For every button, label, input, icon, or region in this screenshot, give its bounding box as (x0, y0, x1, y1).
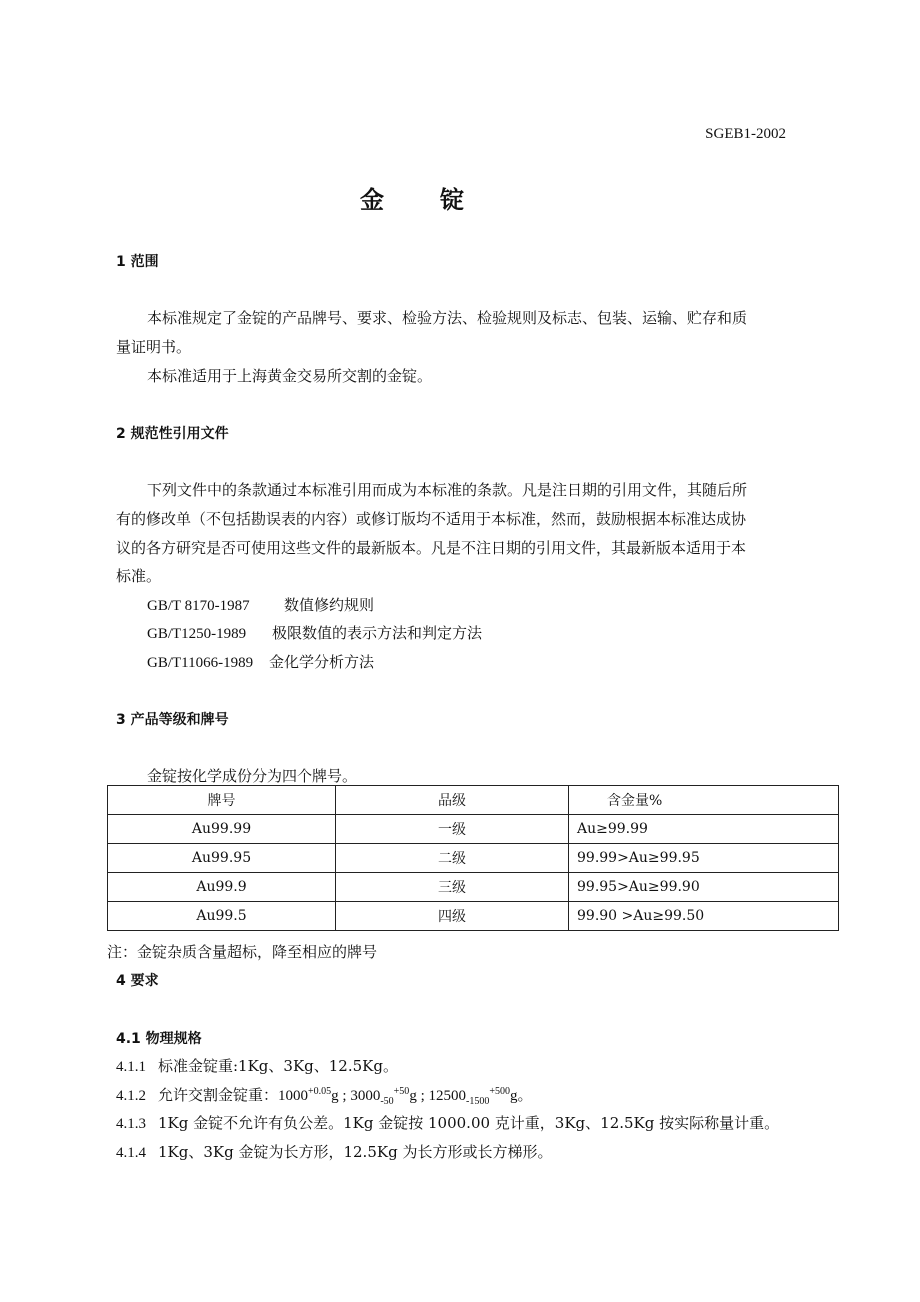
reference-title: 数值修约规则 (284, 596, 375, 614)
weight-12500: 12500 (428, 1088, 466, 1104)
spec-item (116, 1112, 779, 1133)
spec-item (116, 1055, 398, 1076)
separator: ; (338, 1088, 351, 1104)
section-2-heading: 2 规范性引用文件 (116, 426, 229, 442)
table-header-row (108, 786, 839, 815)
table-cell: Au99.5 (108, 902, 336, 931)
section-4-heading: 4 要求 (116, 973, 159, 989)
table-cell: 99.90 >Au≥99.50 (569, 902, 839, 931)
spec-text: 1Kg 金锭不允许有负公差。1Kg 金锭按 1000.00 克计重，3Kg、12.5Kg 按实际称量计重。 (158, 1114, 780, 1132)
section-2-line-3: 议的各方研究是否可使用这些文件的最新版本。凡是不注日期的引用文件，其最新版本适用于本 (116, 539, 747, 557)
table-note: 注：金锭杂质含量超标，降至相应的牌号 (107, 943, 378, 961)
title-char-2: 锭 (440, 185, 464, 214)
upper-tolerance: +0.05 (308, 1086, 332, 1097)
table-cell: Au99.99 (108, 815, 336, 844)
table-cell: 二级 (336, 844, 569, 873)
table-cell: Au99.9 (108, 873, 336, 902)
section-2-line-4: 标准。 (116, 567, 162, 585)
unit: g (331, 1088, 339, 1104)
table-row (108, 873, 839, 902)
spec-item (116, 1141, 552, 1162)
table-cell: 一级 (336, 815, 569, 844)
upper-tolerance: +50 (393, 1086, 410, 1097)
table-header-cell: 品级 (336, 786, 569, 815)
section-1-line-3: 本标准适用于上海黄金交易所交割的金锭。 (147, 367, 433, 385)
reference-item (147, 651, 374, 672)
weight-tolerances (278, 1086, 533, 1107)
table-cell: 三级 (336, 873, 569, 902)
reference-title: 金化学分析方法 (269, 653, 375, 671)
table-header-cell: 牌号 (108, 786, 336, 815)
grade-table (107, 785, 839, 931)
reference-item (147, 594, 374, 615)
reference-code: GB/T1250-1989 (147, 626, 247, 642)
document-number: SGEB1-2002 (705, 126, 786, 142)
table-cell: Au99.95 (108, 844, 336, 873)
lower-tolerance: -50 (380, 1096, 394, 1107)
spec-number: 4.1.1 (116, 1059, 146, 1075)
section-2-line-1: 下列文件中的条款通过本标准引用而成为本标准的条款。凡是注日期的引用文件，其随后所 (147, 481, 748, 499)
spec-number: 4.1.4 (116, 1145, 146, 1161)
spec-text: 标准金锭重:1Kg、3Kg、12.5Kg。 (158, 1057, 398, 1075)
spec-number: 4.1.3 (116, 1116, 146, 1132)
reference-item (147, 622, 482, 643)
table-cell: 99.99>Au≥99.95 (569, 844, 839, 873)
section-1-line-1: 本标准规定了金锭的产品牌号、要求、检验方法、检验规则及标志、包装、运输、贮存和质 (147, 309, 748, 327)
spec-text: 允许交割金锭重： (158, 1086, 279, 1104)
upper-tolerance: +500 (489, 1086, 510, 1097)
weight-3000: 3000 (350, 1088, 381, 1104)
table-header-cell: 含金量% (569, 786, 839, 815)
section-3-intro: 金锭按化学成份分为四个牌号。 (147, 767, 358, 785)
separator: ; (416, 1088, 429, 1104)
document-title (360, 180, 464, 215)
table-row (108, 815, 839, 844)
lower-tolerance: -1500 (465, 1096, 490, 1107)
section-3-heading: 3 产品等级和牌号 (116, 712, 229, 728)
section-1-heading: 1 范围 (116, 254, 159, 270)
table-row (108, 844, 839, 873)
section-1-line-2: 量证明书。 (116, 338, 192, 356)
reference-title: 极限数值的表示方法和判定方法 (272, 624, 483, 642)
table-cell: Au≥99.99 (569, 815, 839, 844)
table-cell: 99.95>Au≥99.90 (569, 873, 839, 902)
reference-code: GB/T 8170-1987 (147, 598, 250, 614)
spec-number: 4.1.2 (116, 1088, 146, 1104)
table-cell: 四级 (336, 902, 569, 931)
section-2-line-2: 有的修改单（不包括勘误表的内容）或修订版均不适用于本标准，然而，鼓励根据本标准达成协 (116, 510, 747, 528)
weight-1000: 1000 (278, 1088, 309, 1104)
reference-code: GB/T11066-1989 (147, 655, 254, 671)
subsection-4-1-heading: 4.1 物理规格 (116, 1031, 202, 1047)
spec-item (116, 1084, 532, 1107)
unit: g (409, 1088, 417, 1104)
title-char-1: 金 (360, 185, 384, 214)
unit: g。 (509, 1088, 533, 1104)
table-row (108, 902, 839, 931)
spec-text: 1Kg、3Kg 金锭为长方形，12.5Kg 为长方形或长方梯形。 (158, 1143, 553, 1161)
